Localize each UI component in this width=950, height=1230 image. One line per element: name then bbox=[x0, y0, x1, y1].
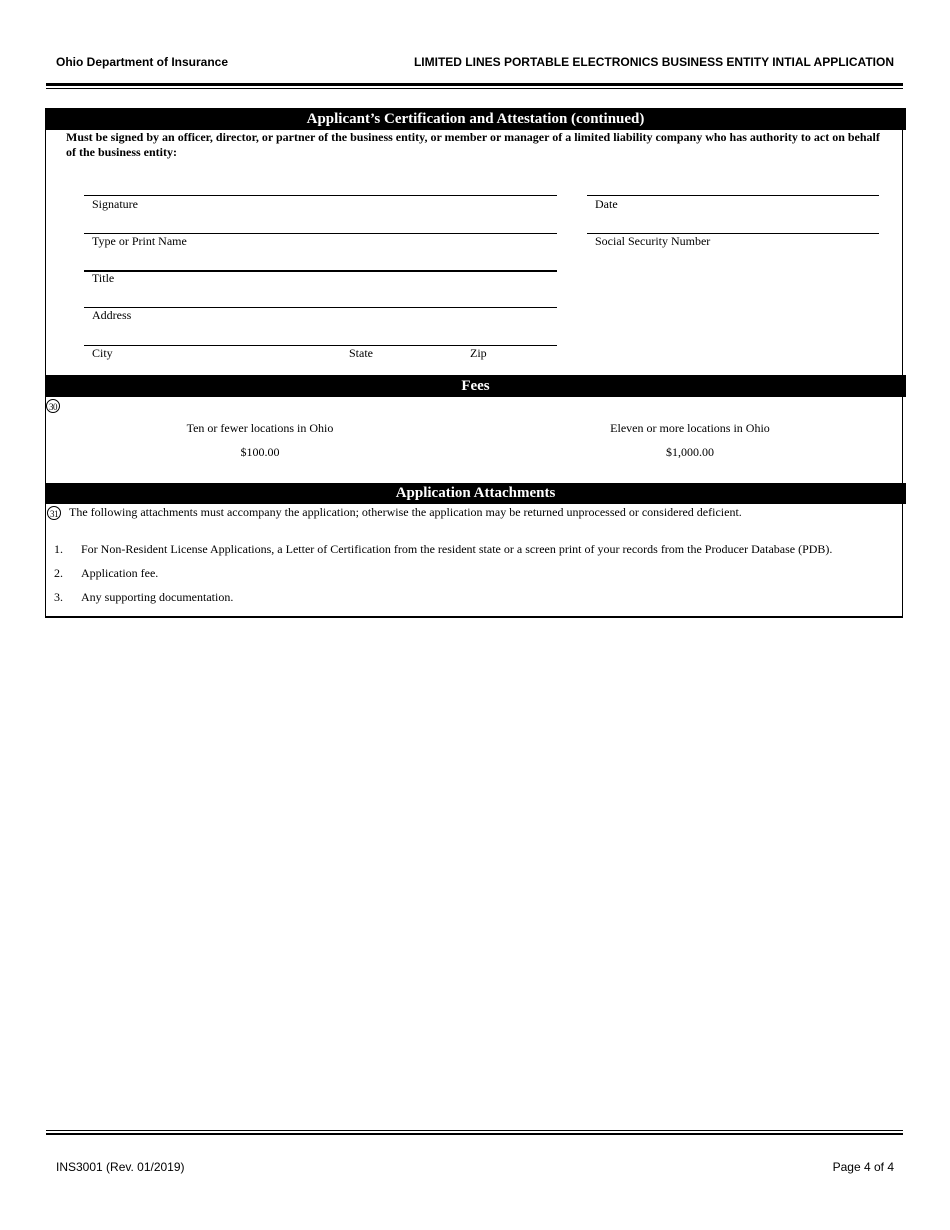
signature-line[interactable] bbox=[84, 195, 557, 196]
fee-option-amount: $1,000.00 bbox=[666, 445, 714, 459]
footer-rule bbox=[46, 1130, 903, 1131]
list-item: Any supporting documentation. bbox=[81, 590, 234, 604]
list-item-number: 2. bbox=[54, 566, 63, 580]
zip-label: Zip bbox=[470, 346, 487, 360]
title-line[interactable] bbox=[84, 270, 557, 272]
address-label: Address bbox=[92, 308, 132, 322]
list-item: Application fee. bbox=[81, 566, 159, 580]
form-id: INS3001 (Rev. 01/2019) bbox=[56, 1160, 185, 1174]
date-label: Date bbox=[595, 197, 618, 211]
header-rule-thin bbox=[46, 88, 903, 89]
form-title: LIMITED LINES PORTABLE ELECTRONICS BUSINESS ENTITY INTIAL APPLICATION bbox=[413, 55, 894, 69]
city-label: City bbox=[92, 346, 113, 360]
header-rule bbox=[46, 83, 903, 86]
address-line[interactable] bbox=[84, 307, 557, 308]
page-number: Page 4 of 4 bbox=[832, 1160, 894, 1174]
fee-option-label: Ten or fewer locations in Ohio bbox=[186, 421, 334, 435]
list-item-number: 3. bbox=[54, 590, 63, 604]
attachments-header: Application Attachments bbox=[45, 483, 906, 504]
attachments-intro: The following attachments must accompany the application; otherwise the application may be returned unprocessed or considered deficient. bbox=[69, 505, 742, 519]
fee-option-amount: $100.00 bbox=[240, 445, 280, 459]
certification-instruction: Must be signed by an officer, director, or partner of the business entity, or member or manager of a limited liability company who has authority to act on behalf of the business entity: bbox=[66, 130, 880, 159]
fees-item-number: 30 bbox=[46, 399, 60, 413]
list-item: For Non-Resident License Applications, a Letter of Certification from the resident state or a screen print of your records from the Producer Database (PDB). bbox=[81, 542, 833, 556]
fees-header: Fees bbox=[45, 375, 906, 397]
fee-option-label: Eleven or more locations in Ohio bbox=[610, 421, 770, 435]
date-line[interactable] bbox=[587, 195, 879, 196]
footer-rule-thick bbox=[46, 1133, 903, 1135]
certification-header: Applicant’s Certification and Attestation (continued) bbox=[45, 108, 906, 130]
list-item-number: 1. bbox=[54, 542, 63, 556]
org-name: Ohio Department of Insurance bbox=[56, 55, 229, 69]
title-label: Title bbox=[92, 271, 115, 285]
ssn-label: Social Security Number bbox=[595, 234, 711, 248]
print-name-label: Type or Print Name bbox=[92, 234, 187, 248]
signature-label: Signature bbox=[92, 197, 138, 211]
state-label: State bbox=[349, 346, 373, 360]
attachments-item-number: 31 bbox=[47, 506, 61, 520]
